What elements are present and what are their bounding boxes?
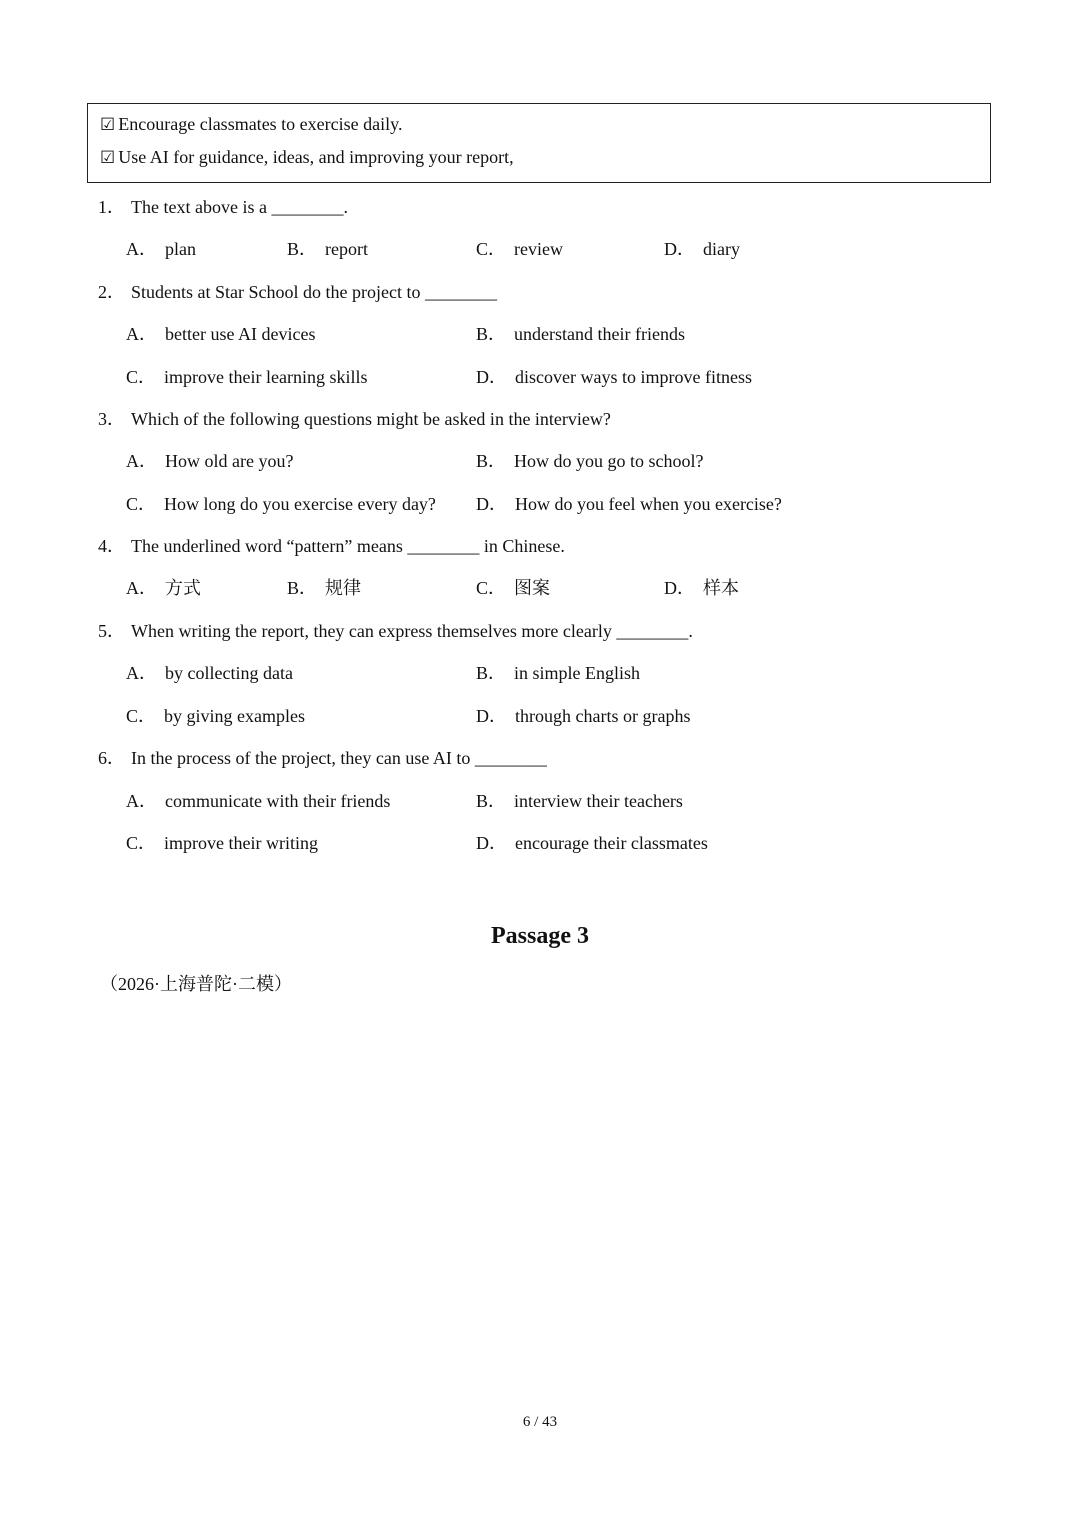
option-letter: C． — [476, 239, 507, 259]
option-letter: A． — [126, 578, 157, 598]
question-3-option-c[interactable] — [126, 493, 436, 515]
option-letter: B． — [476, 451, 507, 471]
option-letter: D． — [664, 578, 695, 598]
option-text: by giving examples — [164, 706, 305, 726]
option-text: 方式 — [165, 578, 201, 598]
option-letter: D． — [476, 833, 507, 853]
option-text: How do you go to school? — [514, 451, 704, 471]
question-number: 6． — [98, 748, 125, 768]
passage-source: （2026·上海普陀·二模） — [100, 974, 292, 994]
option-letter: A． — [126, 663, 157, 683]
question-text: The underlined word “pattern” means ________ in Chinese. — [131, 536, 565, 556]
option-text: 图案 — [514, 578, 551, 598]
passage-title: Passage 3 — [491, 923, 589, 949]
option-text: discover ways to improve fitness — [515, 367, 752, 387]
checklist-item-text: Use AI for guidance, ideas, and improving your report, — [118, 147, 514, 167]
option-letter: A． — [126, 239, 157, 259]
option-letter: C． — [126, 833, 157, 853]
option-letter: B． — [476, 791, 507, 811]
option-text: 样本 — [703, 578, 739, 598]
question-1-option-d[interactable] — [664, 238, 740, 260]
option-letter: B． — [287, 578, 318, 598]
checklist-item-text: Encourage classmates to exercise daily. — [118, 114, 403, 134]
option-text: by collecting data — [165, 663, 293, 683]
question-5-option-b[interactable] — [476, 662, 640, 684]
checklist-item-1 — [100, 113, 402, 136]
option-text: diary — [703, 239, 740, 259]
question-1-option-a[interactable] — [126, 238, 196, 260]
page-number: 6 / 43 — [522, 1414, 558, 1430]
option-text: interview their teachers — [514, 791, 683, 811]
question-2 — [98, 281, 497, 303]
option-letter: C． — [126, 367, 157, 387]
question-5-option-c[interactable] — [126, 705, 305, 727]
option-text: How do you feel when you exercise? — [515, 494, 782, 514]
option-text: review — [514, 239, 563, 259]
question-3-option-d[interactable] — [476, 493, 782, 515]
question-6-option-b[interactable] — [476, 790, 683, 812]
question-number: 2． — [98, 282, 125, 302]
option-text: 规律 — [325, 578, 362, 598]
option-letter: C． — [126, 706, 157, 726]
question-text: When writing the report, they can express themselves more clearly ________. — [131, 621, 693, 641]
question-6-option-c[interactable] — [126, 832, 318, 854]
option-text: improve their writing — [164, 833, 318, 853]
question-3-option-a[interactable] — [126, 450, 293, 472]
question-5-option-d[interactable] — [476, 705, 690, 727]
option-text: plan — [165, 239, 196, 259]
question-2-option-c[interactable] — [126, 366, 367, 388]
question-text: In the process of the project, they can use AI to ________ — [131, 748, 547, 768]
question-4-option-a[interactable] — [126, 577, 201, 599]
question-4-option-c[interactable] — [476, 577, 550, 599]
option-text: improve their learning skills — [164, 367, 368, 387]
question-2-option-a[interactable] — [126, 323, 315, 345]
option-letter: A． — [126, 451, 157, 471]
option-letter: D． — [476, 494, 507, 514]
option-letter: D． — [476, 706, 507, 726]
question-3 — [98, 408, 611, 430]
option-letter: C． — [126, 494, 157, 514]
option-text: How long do you exercise every day? — [164, 494, 436, 514]
option-letter: B． — [476, 324, 507, 344]
option-text: in simple English — [514, 663, 641, 683]
question-2-option-d[interactable] — [476, 366, 752, 388]
question-6-option-a[interactable] — [126, 790, 390, 812]
question-4 — [98, 535, 565, 557]
question-number: 3． — [98, 409, 125, 429]
question-4-option-d[interactable] — [664, 577, 739, 599]
option-text: through charts or graphs — [515, 706, 691, 726]
option-text: encourage their classmates — [515, 833, 708, 853]
option-letter: B． — [476, 663, 507, 683]
question-number: 1． — [98, 197, 125, 217]
question-2-option-b[interactable] — [476, 323, 685, 345]
question-6-option-d[interactable] — [476, 832, 708, 854]
question-1 — [98, 196, 348, 218]
question-1-option-b[interactable] — [287, 238, 368, 260]
question-text: The text above is a ________. — [131, 197, 348, 217]
question-1-option-c[interactable] — [476, 238, 563, 260]
option-letter: D． — [664, 239, 695, 259]
option-letter: A． — [126, 791, 157, 811]
question-number: 5． — [98, 621, 125, 641]
option-text: communicate with their friends — [165, 791, 391, 811]
checklist-box — [87, 103, 991, 183]
option-letter: C． — [476, 578, 507, 598]
question-5 — [98, 620, 693, 642]
checklist-item-2 — [100, 146, 514, 169]
question-6 — [98, 747, 547, 769]
option-text: How old are you? — [165, 451, 294, 471]
checkbox-checked-icon: ☑ — [100, 115, 116, 135]
question-text: Students at Star School do the project to ________ — [131, 282, 497, 302]
question-text: Which of the following questions might be asked in the interview? — [131, 409, 611, 429]
question-4-option-b[interactable] — [287, 577, 361, 599]
option-letter: B． — [287, 239, 318, 259]
option-text: report — [325, 239, 368, 259]
option-text: understand their friends — [514, 324, 685, 344]
option-text: better use AI devices — [165, 324, 316, 344]
question-3-option-b[interactable] — [476, 450, 704, 472]
question-5-option-a[interactable] — [126, 662, 293, 684]
checkbox-checked-icon: ☑ — [100, 148, 116, 168]
question-number: 4． — [98, 536, 125, 556]
option-letter: A． — [126, 324, 157, 344]
option-letter: D． — [476, 367, 507, 387]
